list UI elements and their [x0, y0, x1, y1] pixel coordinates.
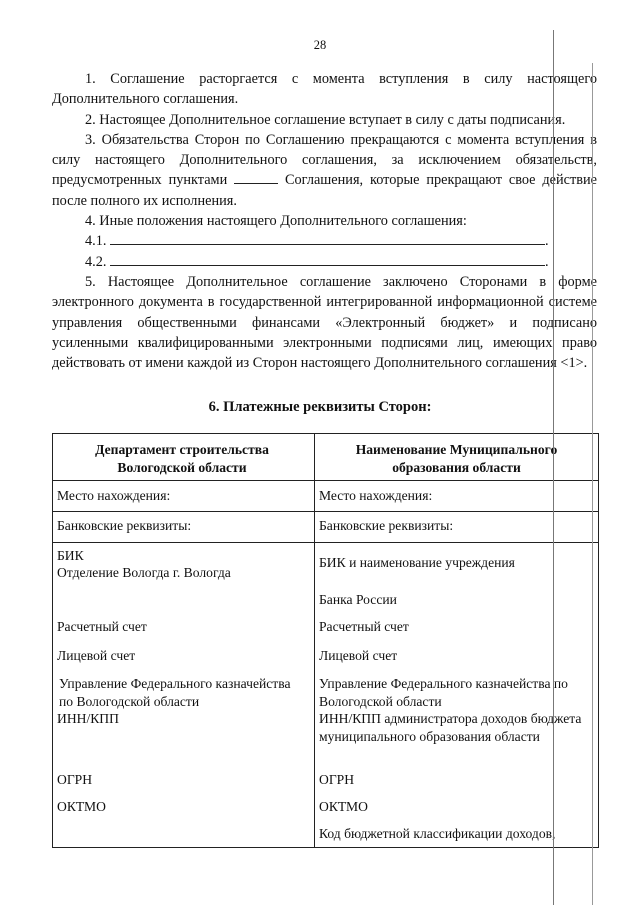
clause-2: 2. Настоящее Дополнительное соглашение вступает в силу с даты подписания.	[85, 111, 566, 128]
column-divider	[314, 434, 315, 847]
oktmo-left: ОКТМО	[57, 799, 106, 814]
scan-artifact-line	[592, 63, 593, 905]
clause-3-text: 3. Обязательства Сторон по Соглашению прекращаются с момента вступления в силу настоящего Дополнительного соглашения, за исключением обязательств, предусмотренных пунктами	[52, 131, 597, 189]
personal-account-left: Лицевой счет	[57, 648, 136, 663]
treasury-left: Управление Федерального казначейства по Вологодской области	[59, 676, 291, 709]
clause-4-2-blank	[110, 253, 545, 266]
ogrn-left: ОГРН	[57, 772, 93, 787]
page-number: 28	[313, 38, 327, 52]
oktmo-right: ОКТМО	[319, 799, 368, 814]
clause-4-2: 4.2. .	[85, 253, 549, 270]
scan-artifact-line	[553, 30, 554, 905]
agreement-clauses	[52, 69, 597, 373]
ogrn-right: ОГРН	[319, 772, 355, 787]
clause-4-1: 4.1. .	[85, 233, 549, 250]
bank-details-right: Банковские реквизиты:	[319, 518, 454, 533]
account-left: Расчетный счет	[57, 619, 147, 634]
bik-left: БИК	[57, 548, 84, 563]
clause-4-2-label: 4.2.	[85, 253, 107, 270]
clause-4-1-blank	[110, 232, 545, 245]
section-title: 6. Платежные реквизиты Сторон:	[208, 399, 432, 415]
row-divider	[53, 542, 598, 543]
account-right: Расчетный счет	[319, 619, 409, 634]
clause-5: 5. Настоящее Дополнительное соглашение заключено Сторонами в форме электронного документа в государственной интегрированной информационной системе управления общественными финансами «Электронный бюджет» и подписано усиленными квалифицированными электронными подписями лиц, имеющих право действовать от имени каждой из Сторон настоящего Дополнительного соглашения <1>.	[52, 273, 597, 372]
location-left: Место нахождения:	[57, 488, 171, 503]
bank-details-left: Банковские реквизиты:	[57, 518, 192, 533]
bik-right: БИК и наименование учреждения	[319, 555, 515, 570]
left-party-header: Департамент строительства Вологодской области	[95, 442, 269, 475]
treasury-right: Управление Федерального казначейства по Вологодской области	[319, 676, 568, 709]
kbk-right: Код бюджетной классификации доходов,	[319, 826, 556, 841]
inn-left: ИНН/КПП	[57, 711, 119, 726]
right-party-header: Наименование Муниципального образования области	[355, 442, 558, 475]
location-right: Место нахождения:	[319, 488, 433, 503]
inn-right: ИНН/КПП администратора доходов бюджета муниципального образования области	[319, 711, 582, 744]
personal-account-right: Лицевой счет	[319, 648, 398, 663]
bank-russia-right: Банка России	[319, 592, 397, 607]
clause-4-1-label: 4.1.	[85, 233, 107, 250]
clause-3-text-end: Соглашения, которые прекращают свое действие после полного их исполнения.	[52, 172, 598, 209]
clause-3	[52, 130, 597, 211]
clause-3-blank	[234, 172, 278, 184]
row-divider	[53, 480, 598, 481]
row-divider	[53, 511, 598, 512]
bank-branch-left: Отделение Вологда г. Вологда	[57, 565, 231, 580]
payment-details-table	[52, 433, 599, 848]
clause-1: 1. Соглашение расторгается с момента вступления в силу настоящего Дополнительного соглашения.	[52, 71, 597, 108]
clause-4: 4. Иные положения настоящего Дополнительного соглашения:	[85, 213, 467, 230]
